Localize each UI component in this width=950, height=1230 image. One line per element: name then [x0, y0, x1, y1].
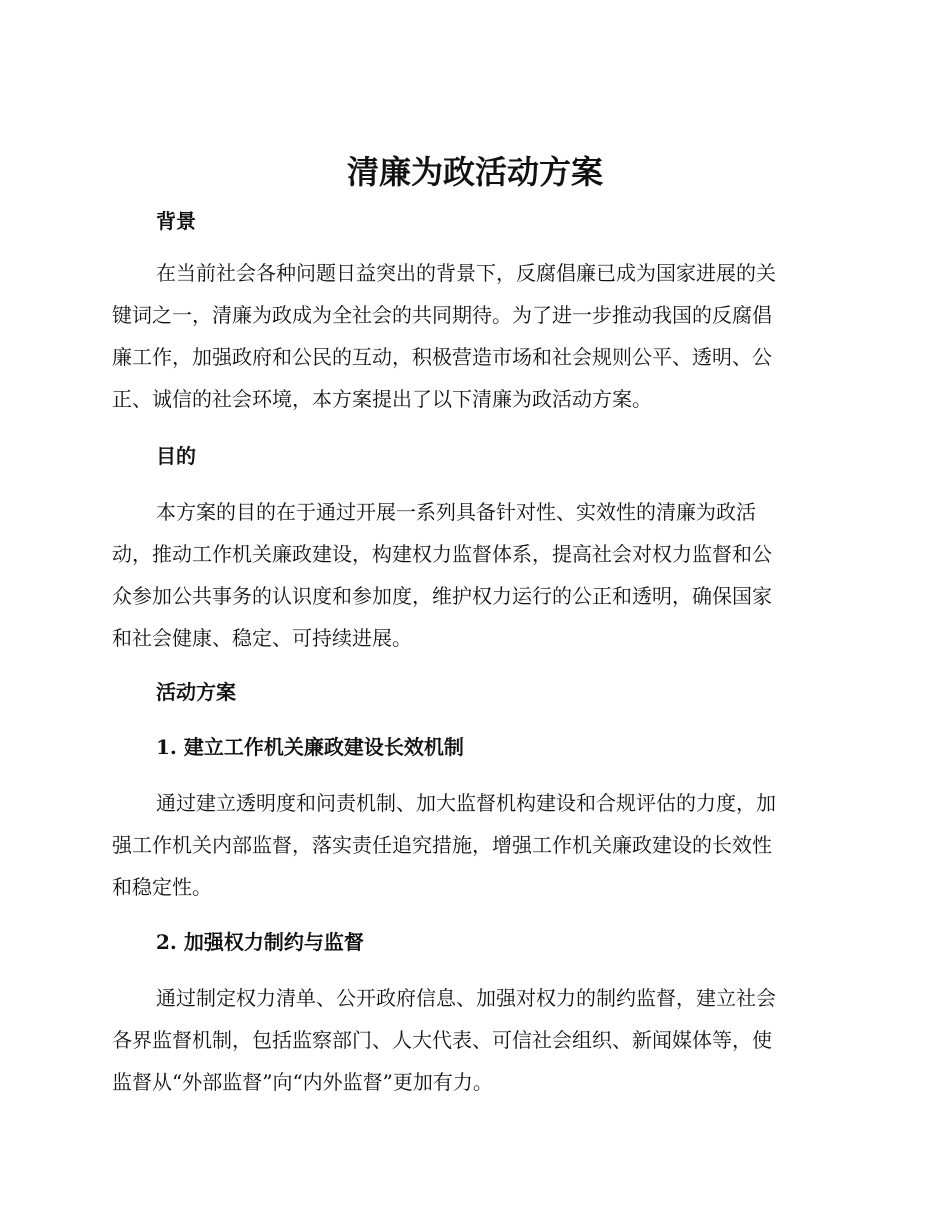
section-heading-purpose: 目的	[156, 444, 196, 468]
paragraph-line: 动，推动工作机关廉政建设，构建权力监督体系，提高社会对权力监督和公	[112, 542, 772, 566]
paragraph-line: 在当前社会各种问题日益突出的背景下，反腐倡廉已成为国家进展的关	[156, 261, 776, 285]
paragraph-line: 各界监督机制，包括监察部门、人大代表、可信社会组织、新闻媒体等，使	[112, 1028, 772, 1052]
paragraph-line: 键词之一，清廉为政成为全社会的共同期待。为了进一步推动我国的反腐倡	[112, 303, 772, 327]
paragraph-line: 通过制定权力清单、公开政府信息、加强对权力的制约监督，建立社会	[156, 986, 776, 1010]
paragraph-plan-item-1	[112, 782, 838, 908]
paragraph-line: 监督从“外部监督”向“内外监督”更加有力。	[112, 1070, 493, 1094]
section-heading-background: 背景	[156, 209, 196, 233]
paragraph-line: 通过建立透明度和问责机制、加大监督机构建设和合规评估的力度，加	[156, 791, 776, 815]
paragraph-purpose	[112, 491, 838, 659]
paragraph-line: 本方案的目的在于通过开展一系列具备针对性、实效性的清廉为政活	[156, 500, 756, 524]
paragraph-line: 廉工作，加强政府和公民的互动，积极营造市场和社会规则公平、透明、公	[112, 345, 772, 369]
paragraph-line: 强工作机关内部监督，落实责任追究措施，增强工作机关廉政建设的长效性	[112, 833, 772, 857]
paragraph-line: 和稳定性。	[112, 875, 212, 899]
paragraph-line: 正、诚信的社会环境，本方案提出了以下清廉为政活动方案。	[112, 387, 652, 411]
plan-item-heading-2: 2. 加强权力制约与监督	[156, 930, 364, 954]
paragraph-background	[112, 252, 838, 420]
paragraph-plan-item-2	[112, 977, 838, 1103]
section-heading-plan: 活动方案	[156, 680, 236, 704]
document-title: 清廉为政活动方案	[346, 153, 603, 191]
paragraph-line: 众参加公共事务的认识度和参加度，维护权力运行的公正和透明，确保国家	[112, 584, 772, 608]
paragraph-line: 和社会健康、稳定、可持续进展。	[112, 626, 412, 650]
plan-item-heading-1: 1. 建立工作机关廉政建设长效机制	[156, 735, 464, 759]
